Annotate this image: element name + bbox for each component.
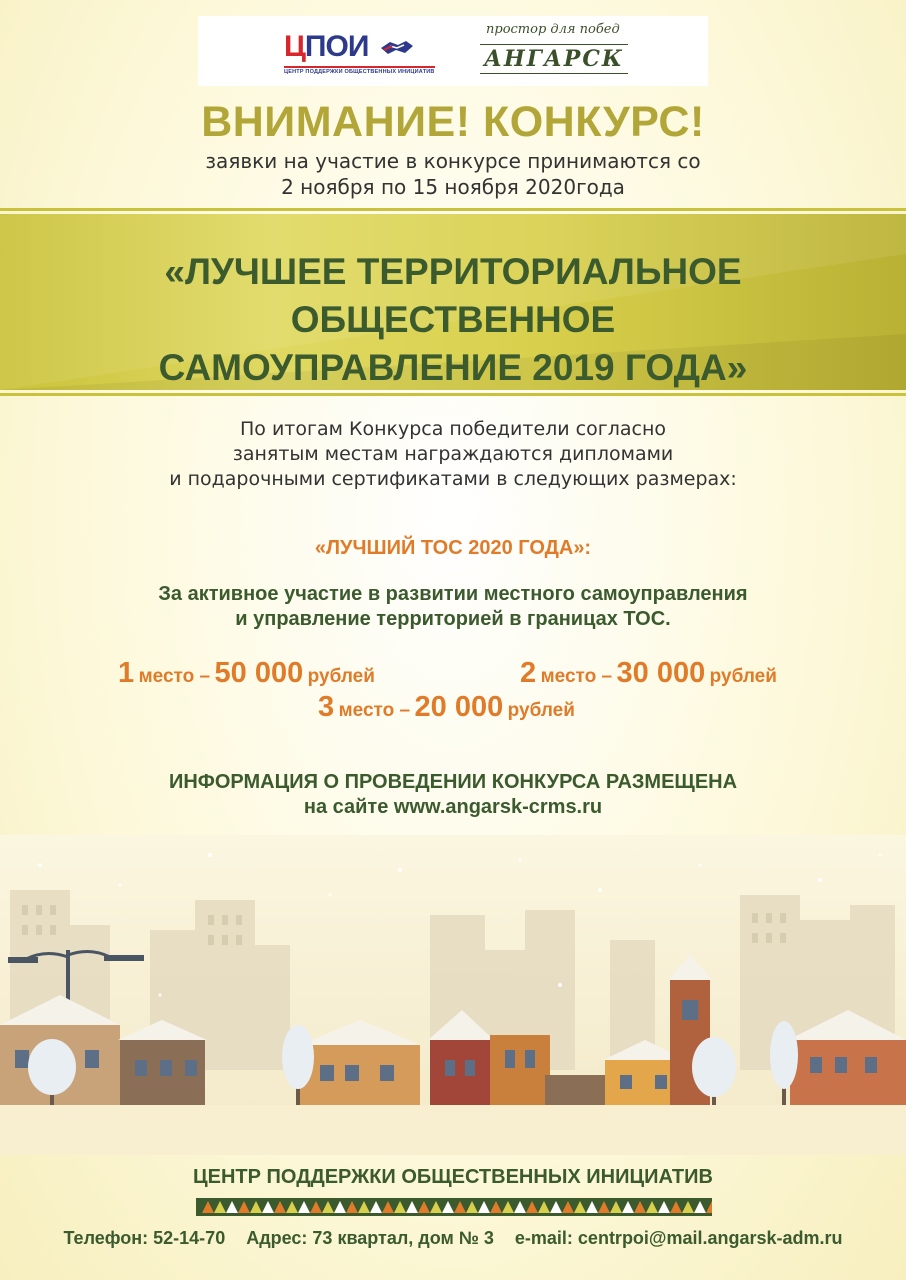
angarsk-logo — [480, 22, 624, 82]
prize-place-word: место – — [138, 666, 211, 687]
cpoi-logo-letters: ЦПОИ — [284, 30, 369, 63]
dates-line-1: заявки на участие в конкурсе принимаются со — [205, 149, 701, 173]
band-top-line — [0, 208, 906, 211]
address-text: Адрес: 73 квартал, дом № 3 — [246, 1228, 494, 1248]
intro-line-1: По итогам Конкурса победители согласно — [240, 418, 666, 440]
prize-amount: 30 000 — [616, 657, 706, 689]
nomination-title: «ЛУЧШИЙ ТОС 2020 ГОДА»: — [314, 537, 592, 559]
dates-line-2: 2 ноября по 15 ноября 2020года — [281, 175, 625, 199]
prize-1 — [118, 657, 375, 690]
cpoi-subtitle: ЦЕНТР ПОДДЕРЖКИ ОБЩЕСТВЕННЫХ ИНИЦИАТИВ — [284, 66, 435, 75]
prize-currency: рублей — [507, 700, 575, 721]
winter-city-illustration — [0, 835, 906, 1155]
nomination-line-2: и управление территорией в границах ТОС. — [235, 608, 671, 630]
prize-amount: 20 000 — [414, 691, 504, 723]
contest-title-line-1: «ЛУЧШЕЕ ТЕРРИТОРИАЛЬНОЕ ОБЩЕСТВЕННОЕ — [164, 251, 742, 340]
intro-line-2: занятым местам награждаются дипломами — [232, 443, 674, 465]
nomination-description — [0, 582, 906, 632]
contact-bar — [0, 1228, 906, 1249]
prize-place: 2 — [520, 657, 537, 689]
info-line-1: ИНФОРМАЦИЯ О ПРОВЕДЕНИИ КОНКУРСА РАЗМЕЩЕНА — [168, 771, 738, 793]
ornament-border — [196, 1198, 712, 1216]
prize-2 — [520, 657, 777, 690]
nomination-line-1: За активное участие в развитии местного самоуправления — [158, 583, 748, 605]
prize-place-word: место – — [338, 700, 411, 721]
attention-heading: ВНИМАНИЕ! КОНКУРС! — [201, 98, 705, 146]
info-block — [0, 770, 906, 820]
website-link[interactable]: на сайте www.angarsk-crms.ru — [303, 796, 603, 818]
prize-3 — [318, 691, 575, 724]
intro-line-3: и подарочными сертификатами в следующих размерах: — [169, 468, 737, 490]
footer-organization: ЦЕНТР ПОДДЕРЖКИ ОБЩЕСТВЕННЫХ ИНИЦИАТИВ — [193, 1166, 713, 1188]
prize-currency: рублей — [307, 666, 375, 687]
phone-text[interactable]: Телефон: 52-14-70 — [63, 1228, 226, 1248]
email-text[interactable]: e-mail: centrpoi@mail.angarsk-adm.ru — [514, 1228, 843, 1248]
contest-title-line-2: САМОУПРАВЛЕНИЕ 2019 ГОДА» — [158, 347, 748, 388]
prize-place-word: место – — [540, 666, 613, 687]
cpoi-logo — [284, 30, 435, 80]
prize-amount: 50 000 — [214, 657, 304, 689]
band-bottom-line — [0, 393, 906, 396]
prize-place: 3 — [318, 691, 335, 723]
intro-text — [0, 417, 906, 492]
application-dates — [0, 148, 906, 200]
prize-currency: рублей — [709, 666, 777, 687]
logo-bar — [198, 16, 708, 86]
contest-title — [0, 248, 906, 392]
prize-place: 1 — [118, 657, 135, 689]
handshake-icon — [380, 36, 414, 58]
angarsk-tagline: простор для побед — [486, 22, 620, 37]
angarsk-name: АНГАРСК — [480, 44, 628, 74]
